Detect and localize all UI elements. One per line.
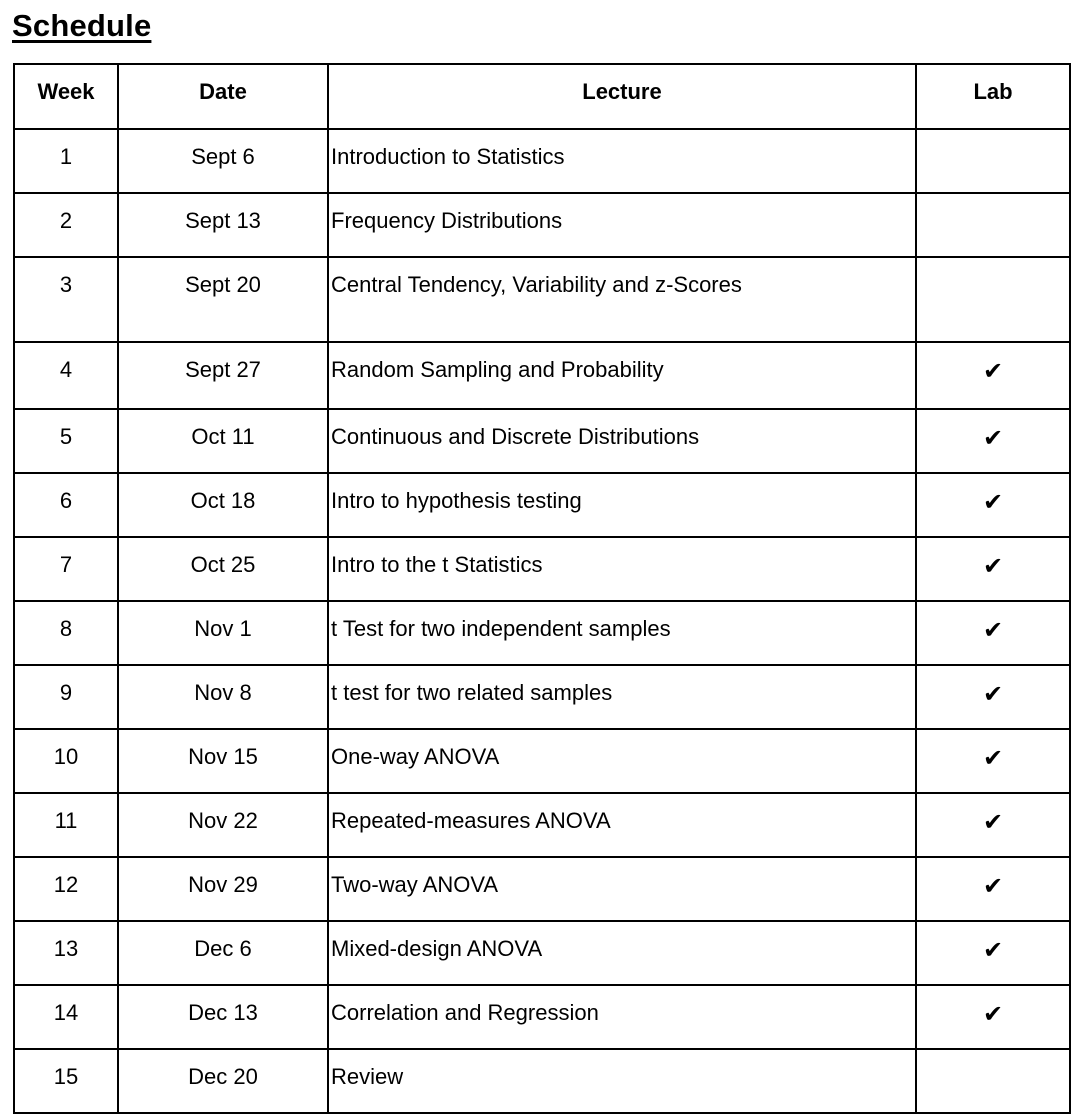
- table-header-row: [14, 64, 1070, 129]
- table-row: [14, 193, 1070, 257]
- lecture-cell: t test for two related samples: [328, 665, 916, 729]
- lab-cell: [916, 857, 1070, 921]
- lecture-cell: Intro to the t Statistics: [328, 537, 916, 601]
- week-cell: 7: [14, 537, 118, 601]
- lab-cell: [916, 537, 1070, 601]
- date-cell: Dec 20: [118, 1049, 328, 1113]
- date-cell: Oct 18: [118, 473, 328, 537]
- lab-check-icon: ✔: [982, 489, 1004, 516]
- lab-cell: [916, 921, 1070, 985]
- lab-check-icon: ✔: [982, 873, 1004, 900]
- lab-check-icon: ✔: [982, 553, 1004, 580]
- table-row: [14, 342, 1070, 409]
- date-cell: Dec 6: [118, 921, 328, 985]
- table-row: [14, 729, 1070, 793]
- lecture-cell: Review: [328, 1049, 916, 1113]
- table-row: [14, 129, 1070, 193]
- lab-cell: [916, 129, 1070, 193]
- column-header-week: Week: [14, 64, 118, 129]
- lab-cell: [916, 729, 1070, 793]
- lecture-cell: Random Sampling and Probability: [328, 342, 916, 409]
- week-cell: 8: [14, 601, 118, 665]
- lab-cell: [916, 409, 1070, 473]
- lab-cell: [916, 601, 1070, 665]
- lecture-cell: Two-way ANOVA: [328, 857, 916, 921]
- table-row: [14, 257, 1070, 342]
- lecture-cell: Correlation and Regression: [328, 985, 916, 1049]
- column-header-lecture: Lecture: [328, 64, 916, 129]
- lab-cell: [916, 985, 1070, 1049]
- week-cell: 15: [14, 1049, 118, 1113]
- table-row: [14, 1049, 1070, 1113]
- date-cell: Oct 11: [118, 409, 328, 473]
- lecture-cell: One-way ANOVA: [328, 729, 916, 793]
- lab-check-icon: ✔: [982, 745, 1004, 772]
- lab-check-icon: ✔: [982, 809, 1004, 836]
- table-row: [14, 665, 1070, 729]
- date-cell: Oct 25: [118, 537, 328, 601]
- week-cell: 6: [14, 473, 118, 537]
- date-cell: Nov 22: [118, 793, 328, 857]
- page-title: Schedule: [12, 8, 152, 43]
- date-cell: Sept 6: [118, 129, 328, 193]
- week-cell: 1: [14, 129, 118, 193]
- lab-cell: [916, 257, 1070, 342]
- lab-check-icon: ✔: [982, 425, 1004, 452]
- column-header-date: Date: [118, 64, 328, 129]
- lab-cell: [916, 1049, 1070, 1113]
- table-row: [14, 793, 1070, 857]
- table-row: [14, 985, 1070, 1049]
- week-cell: 10: [14, 729, 118, 793]
- week-cell: 5: [14, 409, 118, 473]
- week-cell: 9: [14, 665, 118, 729]
- lab-cell: [916, 473, 1070, 537]
- date-cell: Nov 8: [118, 665, 328, 729]
- lab-cell: [916, 342, 1070, 409]
- table-row: [14, 601, 1070, 665]
- date-cell: Nov 1: [118, 601, 328, 665]
- column-header-lab: Lab: [916, 64, 1070, 129]
- table-row: [14, 537, 1070, 601]
- week-cell: 2: [14, 193, 118, 257]
- week-cell: 13: [14, 921, 118, 985]
- lab-check-icon: ✔: [982, 617, 1004, 644]
- lab-cell: [916, 793, 1070, 857]
- table-row: [14, 921, 1070, 985]
- lecture-cell: Intro to hypothesis testing: [328, 473, 916, 537]
- lecture-cell: Repeated-measures ANOVA: [328, 793, 916, 857]
- lecture-cell: Continuous and Discrete Distributions: [328, 409, 916, 473]
- date-cell: Dec 13: [118, 985, 328, 1049]
- date-cell: Sept 27: [118, 342, 328, 409]
- lab-cell: [916, 665, 1070, 729]
- date-cell: Nov 29: [118, 857, 328, 921]
- lecture-cell: t Test for two independent samples: [328, 601, 916, 665]
- lab-check-icon: ✔: [982, 358, 1004, 385]
- lab-check-icon: [917, 258, 1069, 272]
- date-cell: Nov 15: [118, 729, 328, 793]
- lab-check-icon: ✔: [982, 681, 1004, 708]
- week-cell: 3: [14, 257, 118, 342]
- week-cell: 14: [14, 985, 118, 1049]
- schedule-table: [13, 63, 1071, 1114]
- table-row: [14, 857, 1070, 921]
- lab-check-icon: [917, 130, 1069, 144]
- lab-check-icon: ✔: [982, 937, 1004, 964]
- week-cell: 4: [14, 342, 118, 409]
- date-cell: Sept 20: [118, 257, 328, 342]
- week-cell: 11: [14, 793, 118, 857]
- lecture-cell: Frequency Distributions: [328, 193, 916, 257]
- week-cell: 12: [14, 857, 118, 921]
- lab-check-icon: ✔: [982, 1001, 1004, 1028]
- table-row: [14, 409, 1070, 473]
- lab-cell: [916, 193, 1070, 257]
- table-row: [14, 473, 1070, 537]
- lecture-cell: Central Tendency, Variability and z-Scores: [328, 257, 916, 342]
- lab-check-icon: [917, 194, 1069, 208]
- lecture-cell: Mixed-design ANOVA: [328, 921, 916, 985]
- lecture-cell: Introduction to Statistics: [328, 129, 916, 193]
- date-cell: Sept 13: [118, 193, 328, 257]
- lab-check-icon: [917, 1050, 1069, 1064]
